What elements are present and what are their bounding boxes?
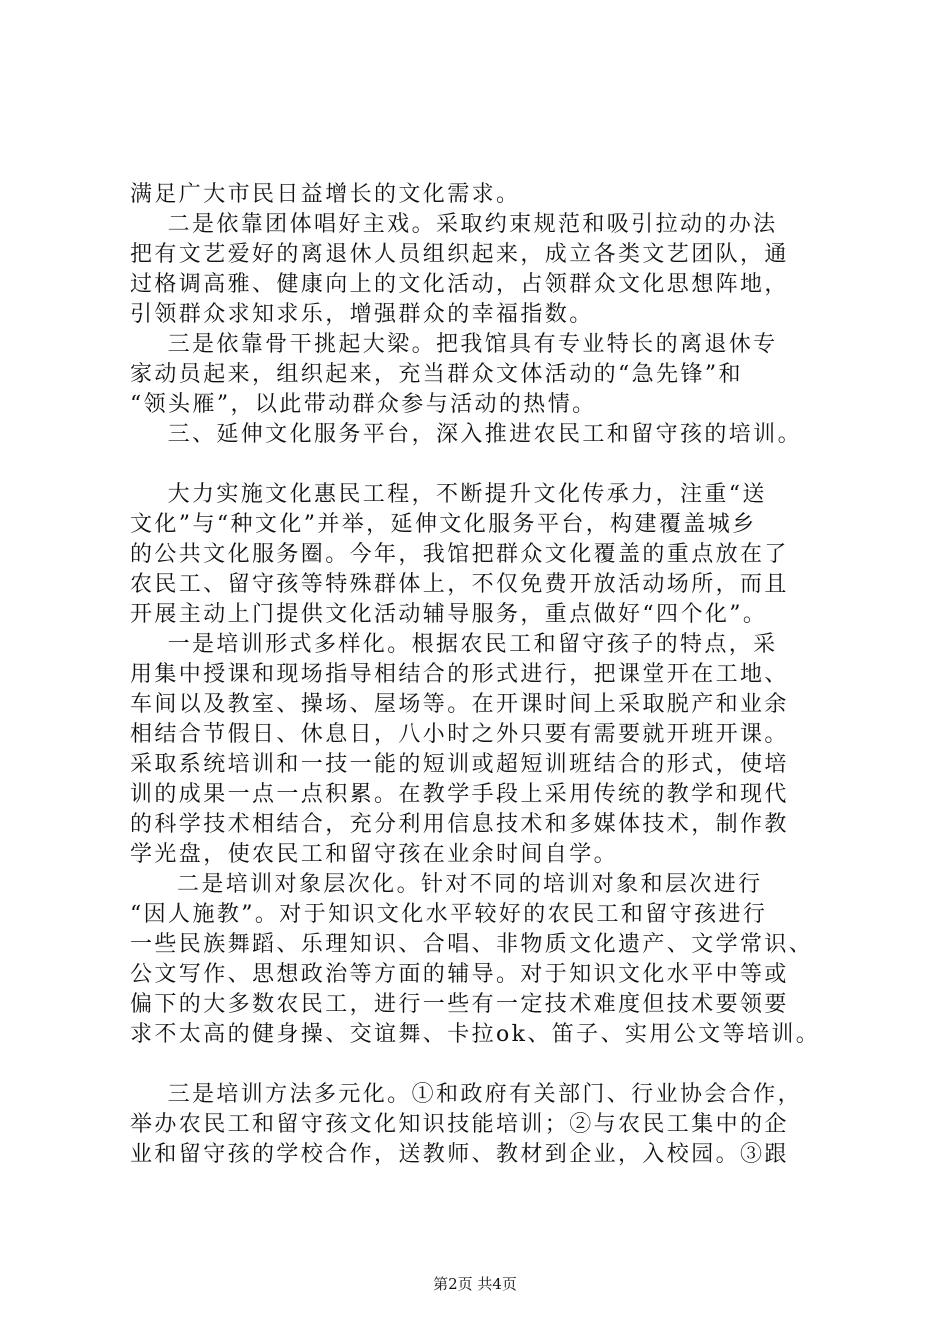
text-line: 三是培训方法多元化。①和政府有关部门、行业协会合作， — [130, 1082, 802, 1107]
text-line: 学光盘，使农民工和留守孩在业余时间自学。 — [130, 842, 619, 867]
text-line: 满足广大市民日益增长的文化需求。 — [130, 182, 521, 207]
text-line: 开展主动上门提供文化活动辅导服务，重点做好“四个化”。 — [130, 602, 768, 627]
text-line: “领头雁”，以此带动群众参与活动的热情。 — [130, 392, 597, 417]
text-line: 一些民族舞蹈、乐理知识、合唱、非物质文化遗产、文学常识、 — [130, 932, 814, 957]
text-line: 采取系统培训和一技一能的短训或超短训班结合的形式，使培 — [130, 752, 789, 777]
text-line: 的科学技术相结合，充分利用信息技术和多媒体技术，制作教 — [130, 812, 789, 837]
text-line: 三是依靠骨干挑起大梁。把我馆具有专业特长的离退休专 — [130, 332, 778, 357]
text-line: 偏下的大多数农民工，进行一些有一定技术难度但技术要领要 — [130, 992, 789, 1017]
text-line: 举办农民工和留守孩文化知识技能培训；②与农民工集中的企 — [130, 1112, 789, 1137]
page-number-footer: 第2页 共4页 — [433, 1275, 517, 1293]
text-line: 相结合节假日、休息日，八小时之外只要有需要就开班开课。 — [130, 722, 789, 747]
text-line: 业和留守孩的学校合作，送教师、教材到企业，入校园。③跟 — [130, 1142, 789, 1167]
text-line: 车间以及教室、操场、屋场等。在开课时间上采取脱产和业余 — [130, 692, 789, 717]
section-heading: 三、延伸文化服务平台，深入推进农民工和留守孩的培训。 — [130, 422, 802, 447]
text-line: 的公共文化服务圈。今年，我馆把群众文化覆盖的重点放在了 — [130, 542, 789, 567]
text-line: 引领群众求知求乐，增强群众的幸福指数。 — [130, 302, 594, 327]
text-line: 文化”与“种文化”并举，延伸文化服务平台，构建覆盖城乡 — [130, 512, 757, 537]
text-line: 二是培训对象层次化。针对不同的培训对象和层次进行 — [130, 872, 763, 897]
text-line: 公文写作、思想政治等方面的辅导。对于知识文化水平中等或 — [130, 962, 789, 987]
text-line: 求不太高的健身操、交谊舞、卡拉ok、笛子、实用公文等培训。 — [130, 1022, 821, 1047]
text-line: 大力实施文化惠民工程，不断提升文化传承力，注重“送 — [130, 482, 767, 507]
text-line: 农民工、留守孩等特殊群体上，不仅免费开放活动场所，而且 — [130, 572, 789, 597]
text-line: 二是依靠团体唱好主戏。采取约束规范和吸引拉动的办法 — [130, 212, 778, 237]
text-line: 过格调高雅、健康向上的文化活动，占领群众文化思想阵地， — [130, 272, 789, 297]
text-line: 训的成果一点一点积累。在教学手段上采用传统的教学和现代 — [130, 782, 789, 807]
text-line: 把有文艺爱好的离退休人员组织起来，成立各类文艺团队，通 — [130, 242, 789, 267]
text-line: 家动员起来，组织起来，充当群众文体活动的“急先锋”和 — [130, 362, 743, 387]
text-line: 一是培训形式多样化。根据农民工和留守孩子的特点，采 — [130, 632, 778, 657]
text-line: 用集中授课和现场指导相结合的形式进行，把课堂开在工地、 — [130, 662, 789, 687]
text-line: “因人施教”。对于知识文化水平较好的农民工和留守孩进行 — [130, 902, 768, 927]
